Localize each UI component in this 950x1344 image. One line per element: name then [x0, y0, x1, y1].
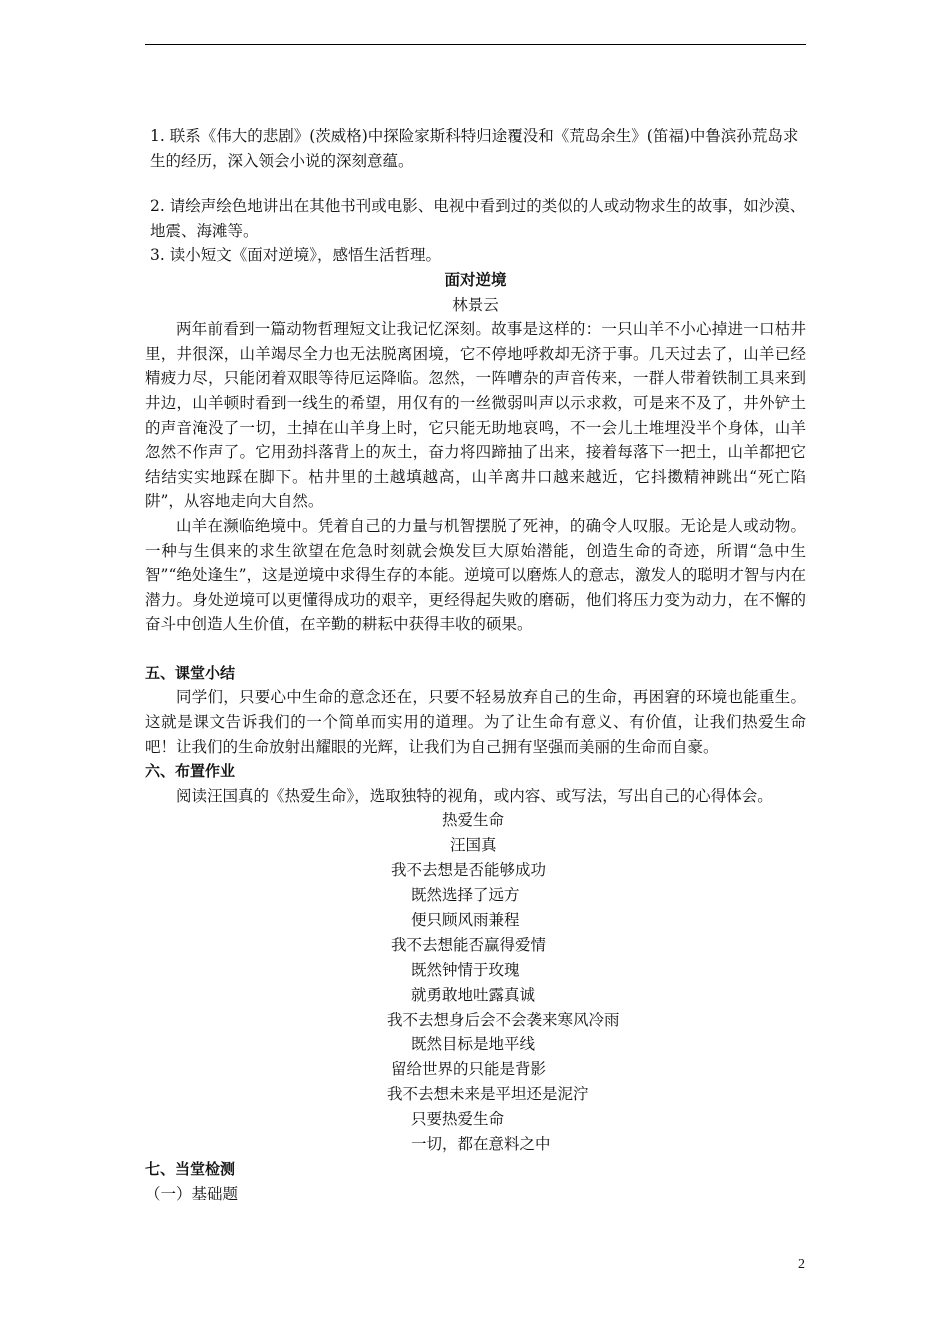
poem-line: 我不去想未来是平坦还是泥泞: [387, 1085, 589, 1104]
poem-line-row: [145, 858, 806, 883]
poem-line: 我不去想能否赢得爱情: [391, 935, 547, 954]
poem-author: 汪国真: [450, 836, 497, 855]
poem-line: 既然目标是地平线: [411, 1035, 536, 1054]
poem-line-row: [145, 983, 806, 1008]
section-7-heading: 七、当堂检测: [145, 1159, 236, 1178]
section-5-text: 同学们，只要心中生命的意念还在，只要不轻易放弃自己的生命，再困窘的环境也能重生。这就是课文告诉我们的一个简单而实用的道理。为了让生命有意义、有价值，让我们热爱生命吧！让我们的生命放射出耀眼的光辉，让我们为自己拥有坚强而美丽的生命而自豪。: [145, 688, 806, 756]
poem-line-row: [145, 908, 806, 933]
poem-line: 只要热爱生命: [411, 1110, 505, 1129]
poem-line: 便只顾风雨兼程: [411, 911, 520, 929]
section-6-heading: 六、布置作业: [145, 762, 236, 781]
poem-line-row: [145, 1057, 806, 1082]
poem-line: 一切，都在意料之中: [411, 1135, 551, 1154]
essay-author: 林景云: [452, 295, 499, 314]
poem-line-row: [145, 933, 806, 958]
section-7-subheading: （一）基础题: [145, 1184, 239, 1203]
essay-title: 面对逆境: [444, 270, 507, 289]
poem-line-row: [145, 958, 806, 983]
poem-line: 我不去想是否能够成功: [391, 861, 547, 880]
poem-line: 就勇敢地吐露真诚: [411, 985, 536, 1004]
section-6-text: 阅读汪国真的《热爱生命》，选取独特的视角，或内容、或写法，写出自己的心得体会。: [176, 786, 773, 805]
poem-line-row: [145, 1132, 806, 1157]
section-5-heading: 五、课堂小结: [145, 663, 236, 682]
page-content: [145, 124, 806, 1206]
essay-paragraph-2: 山羊在濒临绝境中。凭着自己的力量与机智摆脱了死神，的确令人叹服。无论是人或动物。一种与生俱来的求生欲望在危急时刻就会焕发巨大原始潜能，创造生命的奇迹，所谓“急中生智”“绝处逢生”，这是逆境中求得生存的本能。逆境可以磨炼人的意志，激发人的聪明才智与内在潜力。身处逆境可以更懂得成功的艰辛，更经得起失败的磨砺，他们将压力变为动力，在不懈的奋斗中创造人生价值，在辛勤的耕耘中获得丰收的硕果。: [145, 516, 806, 634]
poem-line: 我不去想身后会不会袭来寒风冷雨: [387, 1010, 620, 1029]
essay-paragraph-1: 两年前看到一篇动物哲理短文让我记忆深刻。故事是这样的：一只山羊不小心掉进一口枯井里，井很深，山羊竭尽全力也无法脱离困境，它不停地呼救却无济于事。几天过去了，山羊已经精疲力尽，只能闭着双眼等待厄运降临。忽然，一阵嘈杂的声音传来，一群人带着铁制工具来到井边，山羊顿时看到一线生的希望，用仅有的一丝微弱叫声以示求救，可是来不及了，井外铲土的声音淹没了一切，土掉在山羊身上时，它只能无助地哀鸣，不一会儿土堆埋没半个身体，山羊忽然不作声了。它用劲抖落背上的灰土，奋力将四蹄抽了出来，接着每落下一把土，山羊都把它结结实实地踩在脚下。枯井里的土越填越高，山羊离井口越来越近，它抖擞精神跳出“死亡陷阱”，从容地走向大自然。: [145, 320, 806, 511]
list-item-1: 1. 联系《伟大的悲剧》(茨威格)中探险家斯科特归途覆没和《荒岛余生》(笛福)中鲁滨孙荒岛求生的经历，深入领会小说的深刻意蕴。: [150, 127, 799, 170]
poem-line: 留给世界的只能是背影: [391, 1060, 547, 1079]
poem-author-row: [145, 833, 806, 858]
poem-title: 热爱生命: [442, 811, 505, 830]
poem-title-row: [145, 808, 806, 833]
poem-line-row: [145, 1032, 806, 1057]
poem-line: 既然选择了远方: [411, 886, 520, 905]
header-rule: [145, 44, 806, 45]
poem-line-row: [145, 1082, 806, 1107]
list-item-2: 2. 请绘声绘色地讲出在其他书刊或电影、电视中看到过的类似的人或动物求生的故事，如沙漠、地震、海滩等。: [150, 197, 806, 240]
list-item-3: 3. 读小短文《面对逆境》，感悟生活哲理。: [150, 246, 441, 265]
poem-line-row: [145, 1008, 806, 1033]
page-number: 2: [798, 1257, 805, 1272]
poem-line-row: [145, 883, 806, 908]
poem-line: 既然钟情于玫瑰: [411, 960, 520, 979]
poem-line-row: [145, 1107, 806, 1132]
